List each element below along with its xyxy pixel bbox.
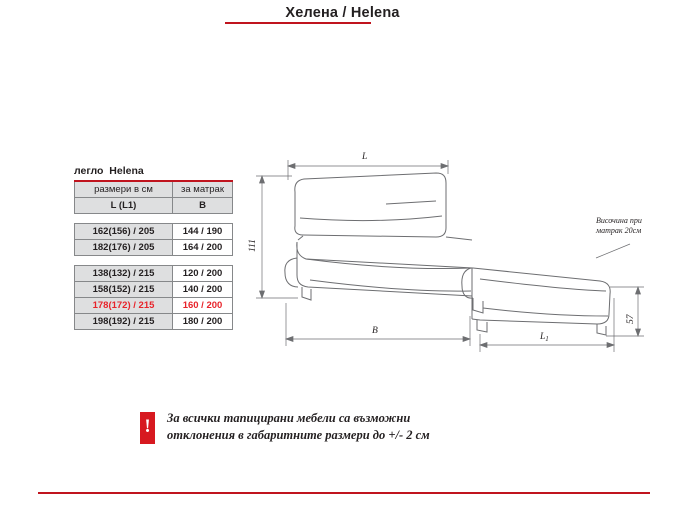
label-length-L1: $L_1$ xyxy=(540,332,549,343)
warning-note-line1: За всички тапицирани мебели са възможни xyxy=(167,411,411,425)
exclamation-icon: ! xyxy=(140,412,155,444)
label-length-L1-subscript: 1 xyxy=(545,335,549,343)
page-title-text: Хелена / Helena xyxy=(285,5,400,21)
table-caption xyxy=(74,165,232,177)
cell-size: 198(192) / 215 xyxy=(75,314,173,330)
table-row xyxy=(75,224,233,240)
table-header-sizes: размери в см xyxy=(75,181,173,198)
dimensions-table-block xyxy=(74,165,232,330)
mattress-height-note-line2: матрак 20см xyxy=(596,226,642,235)
table-header-mattress: за матрак xyxy=(173,181,233,198)
cell-size: 158(152) / 215 xyxy=(75,282,173,298)
page-title xyxy=(0,4,685,22)
mattress-height-note xyxy=(596,216,676,236)
label-height-57: 57 xyxy=(626,314,636,324)
dimensions-table xyxy=(74,180,233,330)
cell-size: 178(172) / 215 xyxy=(75,298,173,314)
bed-technical-drawing xyxy=(240,140,670,385)
cell-mattress: 164 / 200 xyxy=(173,240,233,256)
cell-mattress: 180 / 200 xyxy=(173,314,233,330)
table-spacer xyxy=(75,256,233,266)
cell-mattress: 144 / 190 xyxy=(173,224,233,240)
table-subheader-l: L (L1) xyxy=(75,198,173,214)
warning-note-text xyxy=(167,410,430,444)
cell-mattress: 160 / 200 xyxy=(173,298,233,314)
cell-size: 162(156) / 205 xyxy=(75,224,173,240)
table-header-row xyxy=(75,181,233,198)
table-row-highlighted xyxy=(75,298,233,314)
table-row xyxy=(75,282,233,298)
cell-mattress: 120 / 200 xyxy=(173,266,233,282)
table-row xyxy=(75,266,233,282)
label-length-L: L xyxy=(362,152,368,162)
table-subheader-row xyxy=(75,198,233,214)
title-underline xyxy=(225,22,371,24)
bed-drawing-svg xyxy=(240,140,670,380)
table-caption-type: легло xyxy=(74,165,104,177)
cell-mattress: 140 / 200 xyxy=(173,282,233,298)
label-width-B: B xyxy=(372,326,378,336)
cell-size: 138(132) / 215 xyxy=(75,266,173,282)
table-row xyxy=(75,240,233,256)
cell-size: 182(176) / 205 xyxy=(75,240,173,256)
table-row xyxy=(75,314,233,330)
table-subheader-b: B xyxy=(173,198,233,214)
table-spacer xyxy=(75,214,233,224)
table-caption-model: Helena xyxy=(109,165,144,177)
warning-note-line2: отклонения в габаритните размери до +/- 2 см xyxy=(167,428,430,442)
mattress-height-note-line1: Височина при xyxy=(596,216,642,225)
footer-rule xyxy=(38,492,650,494)
label-height-111: 111 xyxy=(248,239,258,252)
